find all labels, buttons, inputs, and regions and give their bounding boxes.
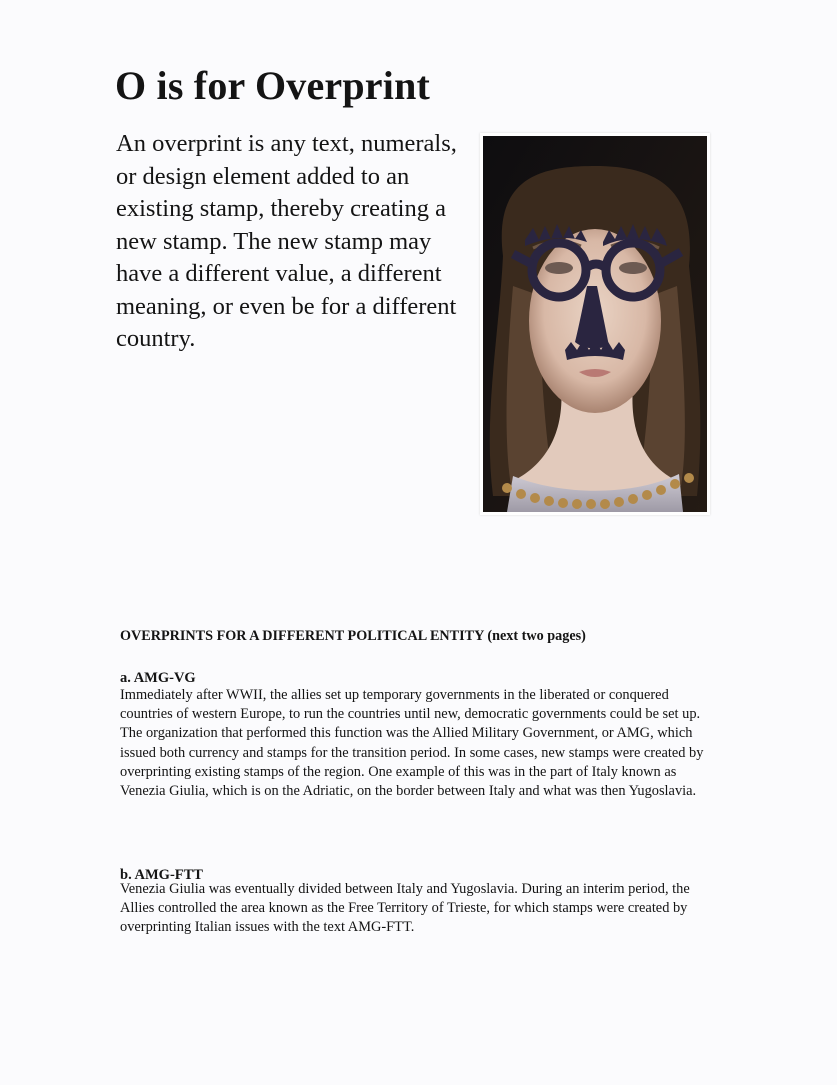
section-heading: OVERPRINTS FOR A DIFFERENT POLITICAL ENTITY (next two pages) [120,628,586,644]
subsection-title-amg-vg: a. AMG-VG [120,670,196,686]
subsection-title-amg-ftt: b. AMG-FTT [120,867,203,883]
subsection-body-amg-ftt: Venezia Giulia was eventually divided between Italy and Yugoslavia. During an interim period, the Allies controlled the area known as the Free Territory of Trieste, for which stamps were created by overprinting Italian issues with the text AMG-FTT. [120,881,690,936]
portrait-with-disguise-glasses [483,136,707,512]
page-title: O is for Overprint [115,63,431,108]
portrait-image [480,133,710,515]
subsection-body-amg-vg: Immediately after WWII, the allies set up temporary governments in the liberated or conquered countries of western Europe, to run the countries until new, democratic governments could be set up. The organization that performed this function was the Allied Military Government, or AMG, which issued both currency and stamps for the transition period. In some cases, new stamps were created by overprinting existing stamps of the region. One example of this was in the part of Italy known as Venezia Giulia, which is on the Adriatic, on the border between Italy and what was then Yugoslavia. [120,687,704,800]
intro-paragraph: An overprint is any text, numerals, or design element added to an existing stamp, thereby creating a new stamp. The new stamp may have a different value, a different meaning, or even be for a different country. [116,130,457,352]
